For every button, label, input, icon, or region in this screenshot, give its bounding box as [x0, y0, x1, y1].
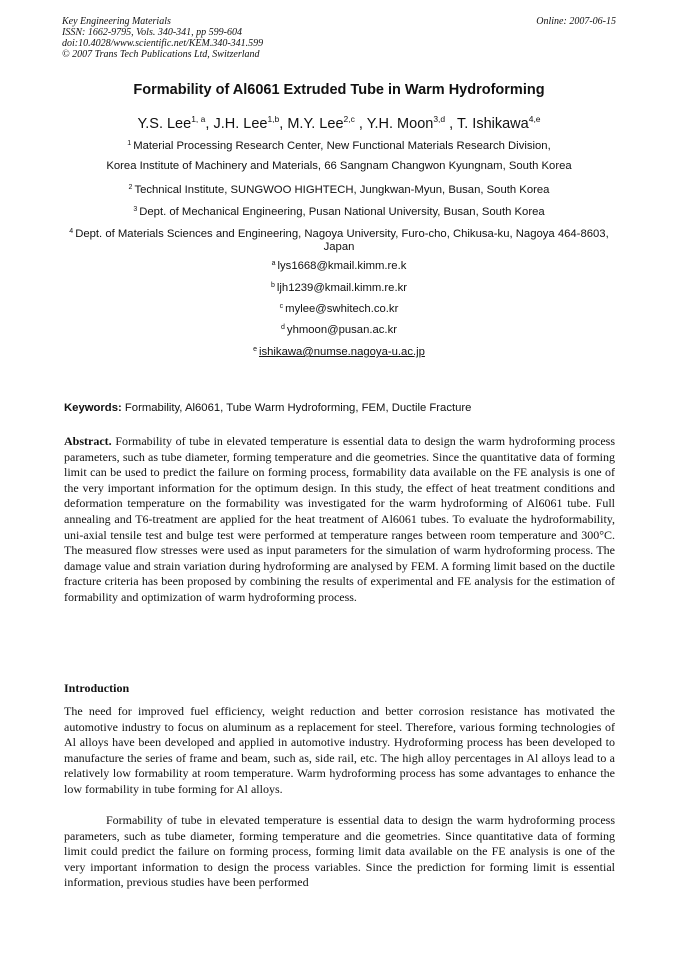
- email-d: [0, 324, 678, 336]
- email-e: [0, 346, 678, 358]
- author-name: T. Ishikawa: [456, 115, 529, 132]
- abstract-text: Formability of tube in elevated temperature is essential data to design the warm hydroforming process parameters, such as tube diameter, forming temperature and die geometries. Since the quantitative data of forming limit can be used to predict the failure on forming process, formability data available on the FE analysis is one of the very important information for the optimum design. In this study, the effect of heat treatment conditions and deformation temperature on the formability was investigated for the warm hydroforming of Al6061 tube. Full annealing and T6-treatment are applied for the heat treatment of Al6061 tubes. To evaluate the hydroformability, uni-axial tensile test and bulge test were performed at temperature ranges between room temperature and 300°C. The measured flow stresses were used as input parameters for the simulation of warm hydroforming process. The damage value and strain variation during hydroforming are analysed by FEM. A forming limit based on the ductile fracture criteria has been proposed by combining the results of experimental and FE analysis for the estimation of formability and optimization of warm hydroforming process.: [64, 434, 616, 604]
- author-superscript: 1, a: [191, 114, 206, 124]
- email-a: [0, 260, 678, 272]
- email-marker: b: [270, 282, 275, 289]
- affiliation-marker: 4: [69, 228, 74, 235]
- affiliation-marker: 3: [133, 206, 138, 213]
- email-marker: c: [279, 303, 284, 310]
- abstract-label: Abstract.: [64, 434, 112, 448]
- intro-paragraph-2: Formability of tube in elevated temperature is essential data to design the warm hydroforming process parameters, such as tube diameter, forming temperature and die geometries. Since quantitative data of forming limit could predict the failure on forming process, forming limit data available on the FE analysis is one of the very important information to design the process variables. Since the prediction for forming limit is essential information, previous studies have been performed: [64, 813, 615, 890]
- affiliation-1: [62, 137, 616, 153]
- issn-line: ISSN: 1662-9795, Vols. 340-341, pp 599-604: [62, 27, 242, 38]
- online-date: Online: 2007-06-15: [536, 16, 616, 27]
- author-superscript: 2,c: [343, 114, 355, 124]
- author-name: Y.S. Lee: [137, 115, 192, 132]
- affiliation-text: Technical Institute, SUNGWOO HIGHTECH, Jungkwan-Myun, Busan, South Korea: [134, 184, 550, 196]
- email-marker: a: [271, 260, 276, 267]
- author-superscript: 4,e: [528, 114, 541, 124]
- email-b: [0, 282, 678, 294]
- email-marker: e: [253, 346, 257, 353]
- intro-paragraph-1: The need for improved fuel efficiency, weight reduction and better corrosion resistance has motivated the automotive industry to focus on aluminum as a replacement for steel. Therefore, various forming technologies of Al alloys have been developed and applied in automotive industry. Hydroforming process has been developed to manufacture the series of frame and beam, such as, side rail, etc. The high alloy percentages in Al alloys lead to a relatively low formability at room temperature. Warm hydroforming process has some advantages to enhance the low formability in tube forming for Al alloys.: [64, 704, 615, 796]
- author-name: J.H. Lee: [213, 115, 268, 132]
- keywords-text: Formability, Al6061, Tube Warm Hydroforming, FEM, Ductile Fracture: [124, 402, 472, 414]
- copyright-line: © 2007 Trans Tech Publications Ltd, Switzerland: [62, 49, 260, 60]
- author-name: M.Y. Lee: [287, 115, 344, 132]
- email-address: yhmoon@pusan.ac.kr: [286, 324, 397, 336]
- author-list: [0, 114, 678, 132]
- affiliation-1-cont: [62, 160, 616, 173]
- affiliation-marker: 1: [127, 140, 132, 147]
- email-address: ljh1239@kmail.kimm.re.kr: [276, 282, 408, 294]
- paper-title: Formability of Al6061 Extruded Tube in Warm Hydroforming: [133, 82, 545, 98]
- journal-name: Key Engineering Materials: [62, 16, 171, 27]
- affiliation-text: Korea Institute of Machinery and Materials, 66 Sangnam Changwon Kyungnam, South Korea: [106, 160, 572, 172]
- email-marker: d: [281, 324, 285, 331]
- author-separator: ,: [445, 115, 457, 132]
- doi-line: doi:10.4028/www.scientific.net/KEM.340-341.599: [62, 38, 264, 49]
- author-name: Y.H. Moon: [366, 115, 434, 132]
- abstract: [64, 434, 615, 606]
- journal-header: [62, 16, 616, 60]
- email-address: mylee@swhitech.co.kr: [285, 303, 399, 315]
- keywords-label: Keywords:: [64, 402, 122, 414]
- affiliation-4: [62, 225, 616, 254]
- author-superscript: 1,b: [267, 114, 280, 124]
- affiliation-text: Material Processing Research Center, New Functional Materials Research Division,: [133, 140, 551, 152]
- affiliation-2: [62, 181, 616, 197]
- affiliation-text: Dept. of Mechanical Engineering, Pusan National University, Busan, South Korea: [139, 206, 545, 218]
- affiliation-3: [62, 203, 616, 219]
- author-separator: ,: [205, 115, 214, 132]
- affiliation-text: Dept. of Materials Sciences and Engineering, Nagoya University, Furo-cho, Chikusa-ku, Nagoya 464-8603, Japan: [75, 228, 609, 253]
- author-separator: ,: [279, 115, 288, 132]
- affiliation-marker: 2: [128, 184, 133, 191]
- introduction-heading: Introduction: [64, 681, 130, 695]
- email-link[interactable]: ishikawa@numse.nagoya-u.ac.jp: [258, 346, 425, 358]
- email-address: lys1668@kmail.kimm.re.k: [277, 260, 407, 272]
- author-superscript: 3,d: [433, 114, 446, 124]
- author-separator: ,: [354, 115, 367, 132]
- keywords: [64, 402, 616, 414]
- email-c: [0, 303, 678, 315]
